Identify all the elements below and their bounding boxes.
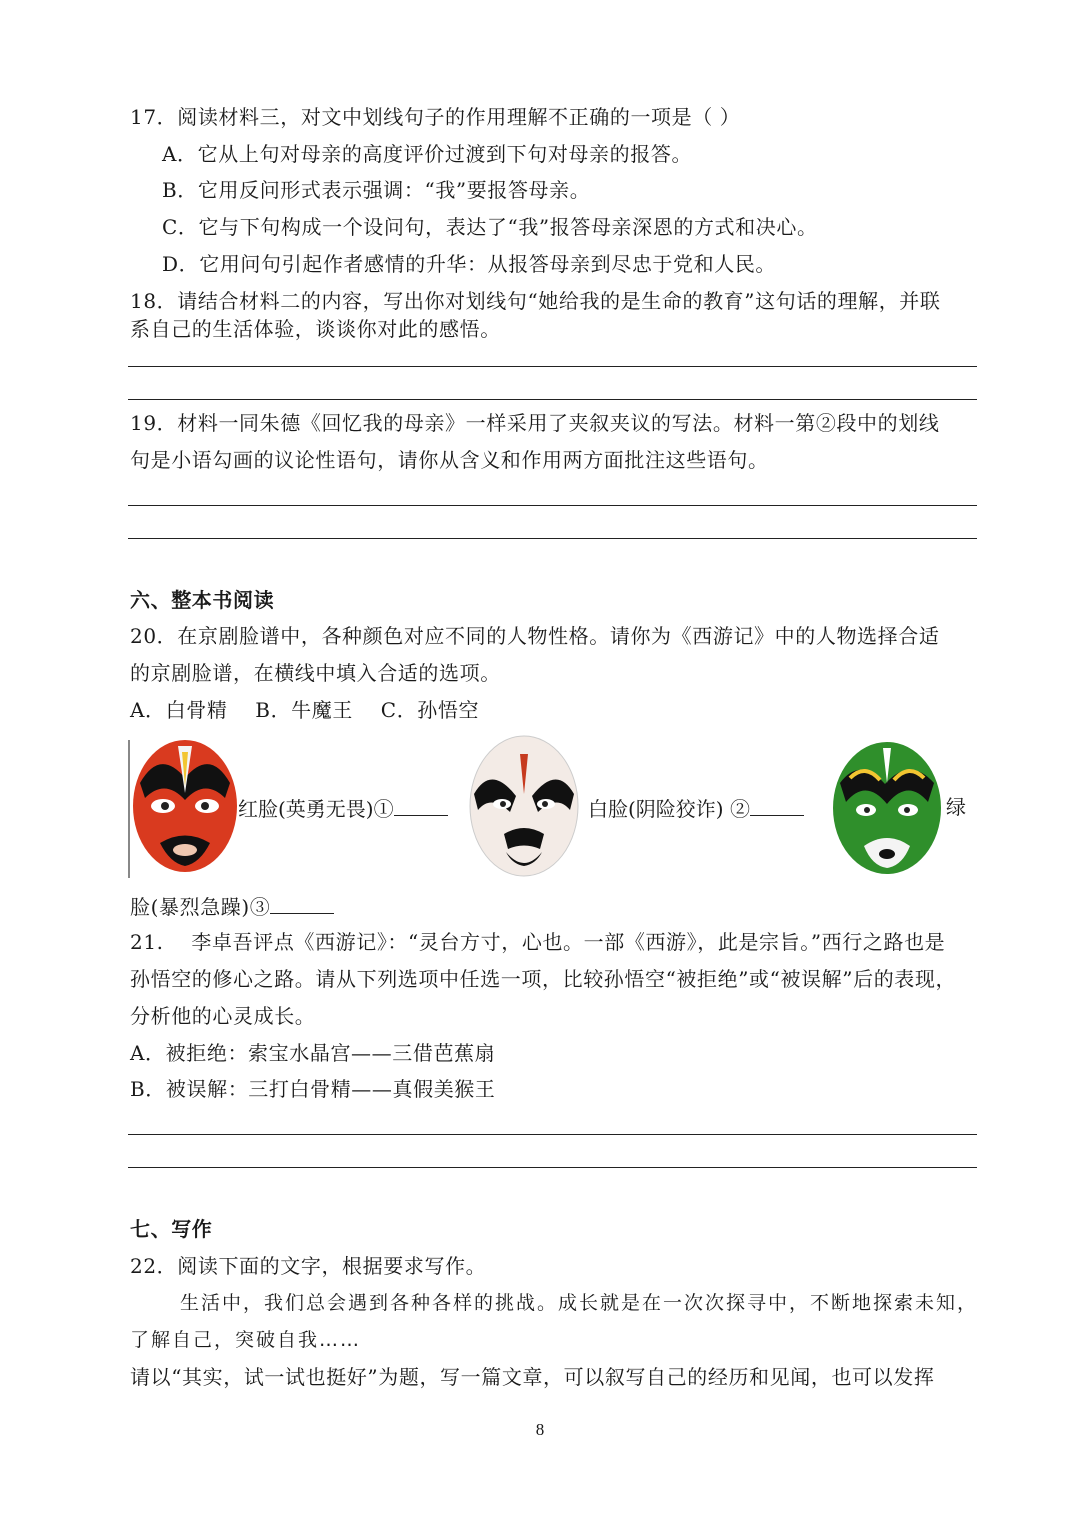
- q17-option-d: D．它用问句引起作者感情的升华：从报答母亲到尽忠于党和人民。: [162, 252, 777, 276]
- q17-option-c: C．它与下句构成一个设问句，表达了“我”报答母亲深恩的方式和决心。: [162, 215, 818, 239]
- q18-line1: 18．请结合材料二的内容，写出你对划线句“她给我的是生命的教育”这句话的理解，并联: [130, 289, 941, 313]
- answer-blank-3[interactable]: [270, 891, 334, 914]
- q19-line2: 句是小语勾画的议论性语句，请你从含义和作用两方面批注这些语句。: [130, 448, 769, 472]
- mask-label-green-cont: 脸(暴烈急躁)③: [130, 891, 334, 921]
- q17-stem: 17．阅读材料三，对文中划线句子的作用理解不正确的一项是（ ）: [130, 105, 741, 129]
- answer-line: [128, 366, 977, 367]
- answer-line: [128, 399, 977, 400]
- answer-blank-2[interactable]: [750, 793, 804, 816]
- white-opera-mask-icon: [466, 734, 582, 880]
- q20-line2: 的京剧脸谱，在横线中填入合适的选项。: [130, 661, 501, 685]
- section7-title: 七、写作: [130, 1217, 213, 1241]
- red-opera-mask-icon: [130, 738, 240, 874]
- q21-option-b: B．被误解：三打白骨精——真假美猴王: [130, 1077, 496, 1101]
- answer-line: [128, 1167, 977, 1168]
- q20-line1: 20．在京剧脸谱中，各种颜色对应不同的人物性格。请你为《西游记》中的人物选择合适: [130, 624, 940, 648]
- q21-option-a: A．被拒绝：索宝水晶宫——三借芭蕉扇: [130, 1041, 496, 1065]
- q17-option-a: A．它从上句对母亲的高度评价过渡到下句对母亲的报答。: [162, 142, 693, 166]
- mask-label-green: 绿: [946, 795, 966, 819]
- answer-line: [128, 505, 977, 506]
- writing-passage-line2: 了解自己，突破自我……: [130, 1329, 362, 1351]
- answer-blank-1[interactable]: [394, 793, 448, 816]
- green-opera-mask-icon: [830, 738, 944, 876]
- mask-label-red: 红脸(英勇无畏)①: [238, 793, 448, 823]
- q17-option-b: B．它用反问形式表示强调：“我”要报答母亲。: [162, 178, 591, 202]
- q20-options: A．白骨精 B．牛魔王 C．孙悟空: [130, 698, 480, 722]
- q18-line2: 系自己的生活体验，谈谈你对此的感悟。: [130, 317, 501, 341]
- q21-line2: 孙悟空的修心之路。请从下列选项中任选一项，比较孙悟空“被拒绝”或“被误解”后的表现，: [130, 967, 957, 991]
- answer-line: [128, 1134, 977, 1135]
- q22-stem: 22．阅读下面的文字，根据要求写作。: [130, 1254, 487, 1278]
- page-number: 8: [535, 1420, 545, 1439]
- q21-line3: 分析他的心灵成长。: [130, 1004, 316, 1028]
- mask-label-white: 白脸(阴险狡诈) ②: [588, 793, 804, 823]
- section6-title: 六、整本书阅读: [130, 588, 275, 612]
- q21-line1: 21. 李卓吾评点《西游记》：“灵台方寸，心也。一部《西游》，此是宗旨。”西行之路也是: [130, 930, 946, 954]
- q19-line1: 19．材料一同朱德《回忆我的母亲》一样采用了夹叙夹议的写法。材料一第②段中的划线: [130, 411, 940, 435]
- writing-prompt: 请以“其实，试一试也挺好”为题，写一篇文章，可以叙写自己的经历和见闻，也可以发挥: [130, 1365, 935, 1389]
- writing-passage-line1: 生活中，我们总会遇到各种各样的挑战。成长就是在一次次探寻中，不断地探索未知，: [180, 1292, 979, 1314]
- answer-line: [128, 538, 977, 539]
